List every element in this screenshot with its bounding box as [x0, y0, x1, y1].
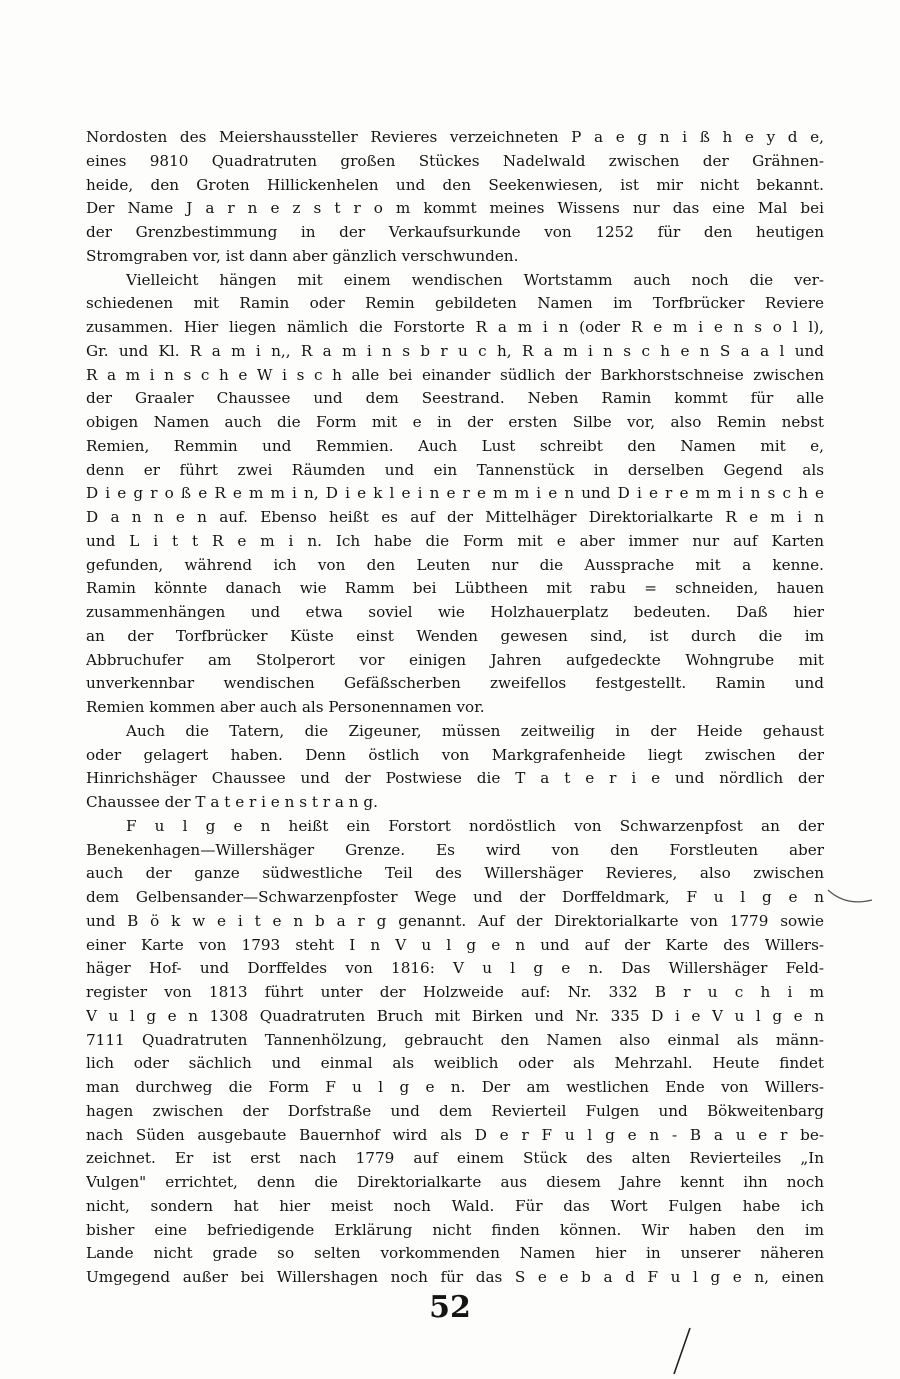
text-line: Nordosten des Meiershausstellеr Revieres verzeichneten P a e g n i ß h e y d e,	[86, 128, 824, 146]
text-line: und B ö k w e i t e n b a r g genannt. Auf der Direktorialkarte von 1779 sowie	[86, 911, 824, 930]
text-line: F u l g e n heißt ein Forstort nordöstlich von Schwarzenpfost an der	[126, 816, 824, 835]
text-line: Ramin könnte danach wie Ramm bei Lübtheen mit rabu = schneiden, hauen	[86, 579, 824, 598]
text-line: Remien, Remmin und Remmien. Auch Lust schreibt den Namen mit e,	[86, 436, 824, 455]
page-number: 52	[429, 1290, 471, 1325]
text-line: bisher eine befriedigende Erklärung nicht finden können. Wir haben den im	[86, 1220, 824, 1239]
text-line: Stromgraben vor, ist dann aber gänzlich verschwunden.	[86, 246, 519, 265]
text-line: Hinrichshäger Chaussee und der Postwiese die T a t e r i e und nördlich der	[86, 769, 824, 788]
text-line: unverkennbar wendischen Gefäßscherben zweifellos festgestellt. Ramin und	[86, 674, 824, 693]
text-line: 7111 Quadratruten Tannenhölzung, gebraucht den Namen also einmal als männ-	[86, 1030, 824, 1049]
text-line: eines 9810 Quadratruten großen Stückes Nadelwald zwischen der Grähnen-	[86, 151, 824, 170]
text-line: Benekenhagen—Willershäger Grenze. Es wird von den Forstleuten aber	[86, 840, 824, 859]
text-line: oder gelagert haben. Denn östlich von Markgrafenheide liegt zwischen der	[86, 745, 824, 764]
text-line: Umgegend außer bei Willershagen noch für das S e e b a d F u l g e n, einen	[86, 1268, 824, 1286]
text-line: nach Süden ausgebaute Bauernhof wird als D e r F u l g e n - B a u e r be-	[86, 1125, 824, 1144]
text-line: register von 1813 führt unter der Holzweide auf: Nr. 332 B r u c h i m	[86, 983, 824, 1001]
text-line: einer Karte von 1793 steht I n V u l g e n und auf der Karte des Willers-	[86, 935, 824, 954]
text-line: und L i t t R e m i n. Ich habe die Form mit e aber immer nur auf Karten	[86, 531, 824, 550]
text-line: lich oder sächlich und einmal als weiblich oder als Mehrzahl. Heute findet	[86, 1054, 824, 1073]
text-line: Auch die Tatern, die Zigeuner, müssen zeitweilig in der Heide gehaust	[126, 721, 824, 740]
text-line: D a n n e n auf. Ebenso heißt es auf der Mittelhäger Direktorialkarte R e m i n	[86, 508, 824, 526]
text-line: obigen Namen auch die Form mit e in der ersten Silbe vor, also Remin nebst	[86, 413, 824, 431]
text-line: häger Hof- und Dorffeldes von 1816: V u l g e n. Das Willershäger Feld-	[86, 959, 824, 978]
text-line: Chaussee der T a t e r i e n s t r a n g.	[86, 793, 378, 811]
text-line: zusammen. Hier liegen nämlich die Forstorte R a m i n (oder R e m i e n s o l l),	[86, 318, 824, 336]
text-line: R a m i n s c h e W i s c h alle bei einander südlich der Barkhorstschneise zwischen	[86, 365, 824, 384]
text-line: auch der ganze südwestliche Teil des Willershäger Revieres, also zwischen	[86, 864, 824, 883]
text-line: dem Gelbensander—Schwarzenpfoster Wege und der Dorffeldmark, F u l g e n	[86, 888, 824, 906]
text-line: der Grenzbestimmung in der Verkaufsurkunde von 1252 für den heutigen	[86, 223, 824, 241]
text-line: man durchweg die Form F u l g e n. Der am westlichen Ende von Willers-	[86, 1078, 824, 1096]
text-line: schiedenen mit Ramin oder Remin gebildeten Namen im Torfbrücker Reviere	[86, 294, 824, 313]
text-line: Vulgen" errichtet, denn die Direktorialkarte aus diesem Jahre kennt ihn noch	[86, 1173, 824, 1191]
text-line: gefunden, während ich von den Leuten nur die Aussprache mit a kenne.	[86, 555, 824, 574]
text-line: heide, den Groten Hillickenhelen und den Seekenwiesen, ist mir nicht bekannt.	[86, 175, 824, 194]
text-line: D i e g r o ß e R e m m i n, D i e k l e i n e r e m m i e n und D i e r e m m i n s c h e	[86, 484, 824, 503]
text-line: V u l g e n 1308 Quadratruten Bruch mit Birken und Nr. 335 D i e V u l g e n	[86, 1006, 824, 1025]
text-line: Lande nicht grade so selten vorkommenden Namen hier in unserer näheren	[86, 1244, 824, 1263]
bottom-pencil-mark	[668, 1326, 698, 1378]
text-line: Abbruchufer am Stolperort vor einigen Jahren aufgedeckte Wohngrube mit	[86, 650, 824, 669]
text-line: Vielleicht hängen mit einem wendischen Wortstamm auch noch die ver-	[126, 270, 824, 289]
text-line: denn er führt zwei Räumden und ein Tannenstück in derselben Gegend als	[86, 460, 824, 479]
text-line: zusammenhängen und etwa soviel wie Holzhauerplatz bedeuten. Daß hier	[86, 603, 824, 621]
text-line: der Graaler Chaussee und dem Seestrand. Neben Ramin kommt für alle	[86, 389, 824, 408]
margin-pencil-mark	[826, 880, 876, 910]
text-line: an der Torfbrücker Küste einst Wenden gewesen sind, ist durch die im	[86, 626, 824, 645]
body-text	[86, 126, 824, 1290]
text-line: Der Name J a r n e z s t r o m kommt meines Wissens nur das eine Mal bei	[86, 199, 824, 218]
text-line: Remien kommen aber auch als Personennamen vor.	[86, 698, 485, 716]
text-line: Gr. und Kl. R a m i n,, R a m i n s b r u c h, R a m i n s c h e n S a a l und	[86, 341, 824, 360]
text-line: zeichnet. Er ist erst nach 1779 auf einem Stück des alten Revierteiles „In	[86, 1149, 824, 1168]
text-line: nicht, sondern hat hier meist noch Wald. Für das Wort Fulgen habe ich	[86, 1196, 824, 1215]
text-line: hagen zwischen der Dorfstraße und dem Revierteil Fulgen und Bökweitenbarg	[86, 1101, 824, 1120]
